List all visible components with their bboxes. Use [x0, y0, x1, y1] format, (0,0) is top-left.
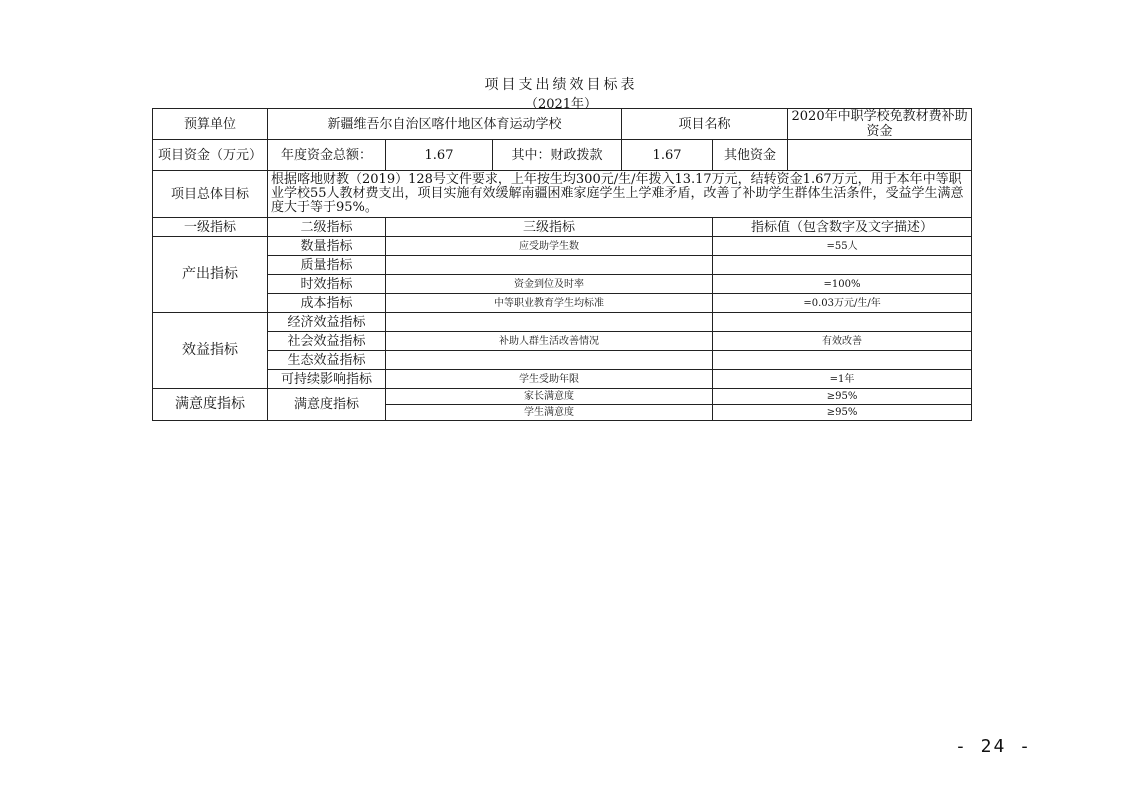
value-cell: =55人 — [713, 237, 972, 256]
level2-cell: 经济效益指标 — [268, 313, 386, 332]
header-value: 指标值（包含数字及文字描述） — [713, 218, 972, 237]
annual-total-label: 年度资金总额： — [268, 140, 386, 171]
header-level2: 二级指标 — [268, 218, 386, 237]
annual-total-value: 1.67 — [386, 140, 493, 171]
table-row — [153, 294, 972, 313]
table-row — [153, 275, 972, 294]
table-row — [153, 313, 972, 332]
group-output-name: 产出指标 — [153, 237, 268, 313]
project-name-label: 项目名称 — [622, 109, 788, 140]
overall-goal-label: 项目总体目标 — [153, 171, 268, 218]
level3-cell: 补助人群生活改善情况 — [386, 332, 713, 351]
value-cell: ≥95% — [713, 389, 972, 405]
level2-cell: 数量指标 — [268, 237, 386, 256]
table-row — [153, 389, 972, 405]
level3-cell: 学生满意度 — [386, 405, 713, 421]
project-name-value: 2020年中职学校免教材费补助资金 — [788, 109, 972, 140]
value-cell: ≥95% — [713, 405, 972, 421]
level3-cell: 中等职业教育学生均标准 — [386, 294, 713, 313]
table-year: （2021年） — [524, 97, 598, 112]
other-funds-value — [788, 140, 972, 171]
level3-cell — [386, 313, 713, 332]
level2-cell: 时效指标 — [268, 275, 386, 294]
budget-unit-label: 预算单位 — [153, 109, 268, 140]
table-title: 项目支出绩效目标表 — [484, 77, 638, 93]
budget-unit-value: 新疆维吾尔自治区喀什地区体育运动学校 — [268, 109, 622, 140]
table-row — [153, 370, 972, 389]
level2-cell: 可持续影响指标 — [268, 370, 386, 389]
group-benefit-name: 效益指标 — [153, 313, 268, 389]
value-cell: 有效改善 — [713, 332, 972, 351]
fiscal-label: 其中：财政拨款 — [493, 140, 622, 171]
table-row — [153, 256, 972, 275]
level3-cell: 资金到位及时率 — [386, 275, 713, 294]
table-row — [153, 351, 972, 370]
level3-cell — [386, 351, 713, 370]
table-row — [153, 332, 972, 351]
level2-cell: 成本指标 — [268, 294, 386, 313]
group-satisfaction-name: 满意度指标 — [153, 389, 268, 421]
performance-target-table — [152, 108, 972, 421]
funds-label: 项目资金（万元） — [153, 140, 268, 171]
value-cell — [713, 256, 972, 275]
fiscal-value: 1.67 — [622, 140, 713, 171]
value-cell — [713, 351, 972, 370]
overall-goal-row — [153, 171, 972, 218]
page-number: - 24 - — [955, 736, 1033, 757]
header-level1: 一级指标 — [153, 218, 268, 237]
level2-cell: 社会效益指标 — [268, 332, 386, 351]
header-level3: 三级指标 — [386, 218, 713, 237]
level2-cell: 满意度指标 — [268, 389, 386, 421]
level3-cell: 学生受助年限 — [386, 370, 713, 389]
budget-unit-row — [153, 109, 972, 140]
value-cell: =100% — [713, 275, 972, 294]
level3-cell — [386, 256, 713, 275]
overall-goal-text: 根据喀地财教（2019）128号文件要求，上年按生均300元/生/年拨入13.17万元，结转资金1.67万元，用于本年中等职业学校55人教材费支出，项目实施有效缓解南疆困难家庭学生上学难矛盾，改善了补助学生群体生活条件，受益学生满意度大于等于95%。 — [268, 171, 972, 218]
value-cell: =0.03万元/生/年 — [713, 294, 972, 313]
level2-cell: 生态效益指标 — [268, 351, 386, 370]
header-row — [153, 218, 972, 237]
funds-row — [153, 140, 972, 171]
value-cell: =1年 — [713, 370, 972, 389]
level3-cell: 家长满意度 — [386, 389, 713, 405]
level3-cell: 应受助学生数 — [386, 237, 713, 256]
level2-cell: 质量指标 — [268, 256, 386, 275]
other-funds-label: 其他资金 — [713, 140, 788, 171]
table-row — [153, 237, 972, 256]
value-cell — [713, 313, 972, 332]
